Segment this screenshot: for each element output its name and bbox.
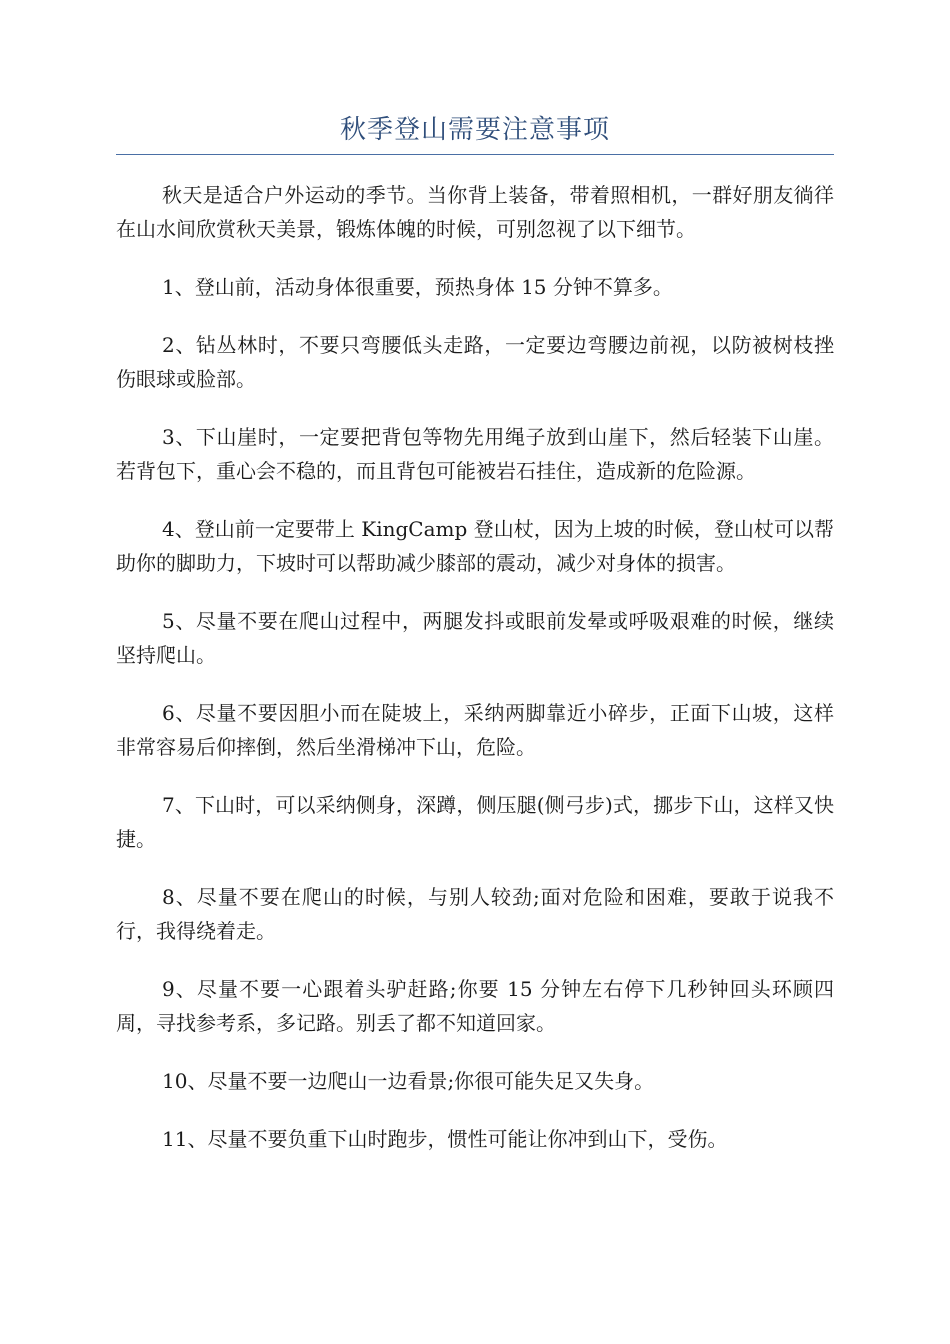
- tip-paragraph-7: 7、下山时，可以采纳侧身，深蹲，侧压腿(侧弓步)式，挪步下山，这样又快捷。: [116, 793, 834, 851]
- tip-paragraph-5: 5、尽量不要在爬山过程中，两腿发抖或眼前发晕或呼吸艰难的时候，继续坚持爬山。: [116, 609, 834, 667]
- document-body: [116, 178, 834, 1180]
- tip-paragraph-11: 11、尽量不要负重下山时跑步，惯性可能让你冲到山下，受伤。: [162, 1127, 728, 1151]
- tip-paragraph-10: 10、尽量不要一边爬山一边看景;你很可能失足又失身。: [162, 1069, 655, 1093]
- tip-paragraph-6: 6、尽量不要因胆小而在陡坡上，采纳两脚靠近小碎步，正面下山坡，这样非常容易后仰摔倒，然后坐滑梯冲下山，危险。: [116, 701, 834, 759]
- tip-paragraph-4: 4、登山前一定要带上 KingCamp 登山杖，因为上坡的时候，登山杖可以帮助你的脚助力，下坡时可以帮助减少膝部的震动，减少对身体的损害。: [116, 517, 834, 575]
- tip-paragraph-1: 1、登山前，活动身体很重要，预热身体 15 分钟不算多。: [162, 275, 673, 299]
- tip-paragraph-8: 8、尽量不要在爬山的时候，与别人较劲;面对危险和困难，要敢于说我不行，我得绕着走。: [116, 885, 834, 943]
- intro-paragraph: 秋天是适合户外运动的季节。当你背上装备，带着照相机，一群好朋友徜徉在山水间欣赏秋天美景，锻炼体魄的时候，可别忽视了以下细节。: [116, 183, 834, 241]
- tip-paragraph-3: 3、下山崖时，一定要把背包等物先用绳子放到山崖下，然后轻装下山崖。若背包下，重心会不稳的，而且背包可能被岩石挂住，造成新的危险源。: [116, 425, 834, 483]
- document-title: 秋季登山需要注意事项: [339, 115, 610, 145]
- title-underline: [116, 154, 834, 155]
- tip-paragraph-2: 2、钻丛林时，不要只弯腰低头走路，一定要边弯腰边前视，以防被树枝挫伤眼球或脸部。: [116, 333, 834, 391]
- tip-paragraph-9: 9、尽量不要一心跟着头驴赶路;你要 15 分钟左右停下几秒钟回头环顾四周，寻找参考系，多记路。别丢了都不知道回家。: [116, 977, 834, 1035]
